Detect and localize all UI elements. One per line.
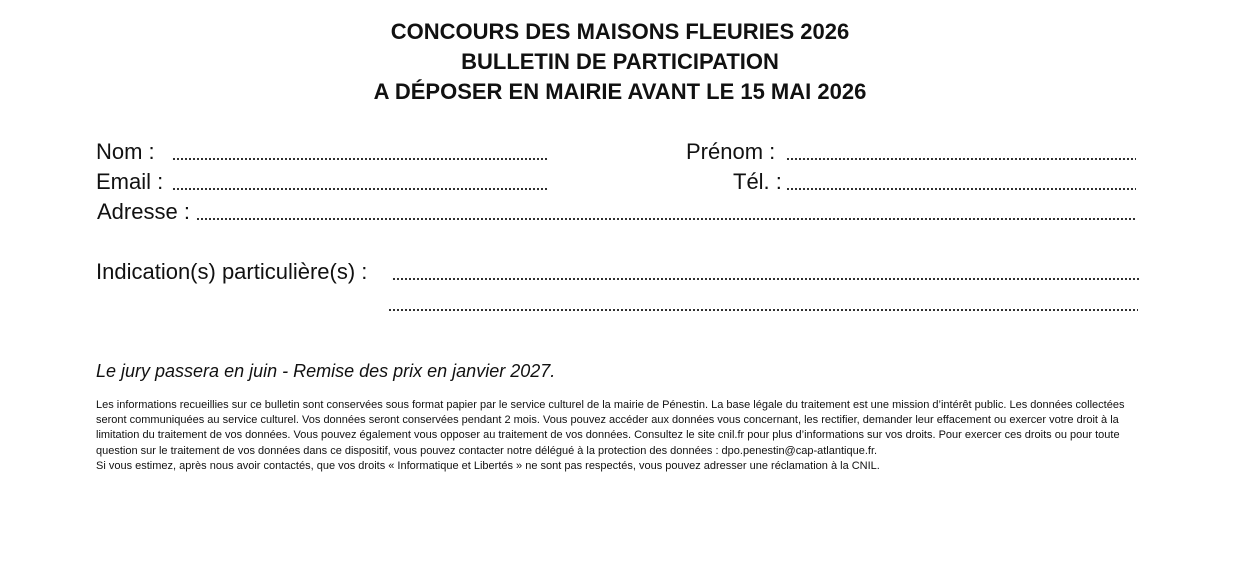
privacy-notice xyxy=(96,398,1146,474)
prenom-label: Prénom : xyxy=(686,139,776,164)
form-title xyxy=(0,17,1240,107)
indication-field-line2[interactable] xyxy=(388,308,1138,312)
adresse-field[interactable] xyxy=(196,217,1136,221)
title-line-bulletin: BULLETIN DE PARTICIPATION xyxy=(461,49,779,74)
tel-field[interactable] xyxy=(786,187,1136,191)
indication-field-line1[interactable] xyxy=(392,277,1140,281)
email-label: Email : xyxy=(96,169,164,194)
indication-label: Indication(s) particulière(s) : xyxy=(96,259,368,284)
cnil-complaint-line: Si vous estimez, après nous avoir contactés, que vos droits « Informatique et Libertés » ne sont pas respectés, vous pouvez adresser une réclamation à la CNIL. xyxy=(96,459,880,472)
jury-note: Le jury passera en juin - Remise des prix en janvier 2027. xyxy=(96,361,556,381)
nom-label: Nom : xyxy=(96,139,155,164)
title-line-contest: CONCOURS DES MAISONS FLEURIES 2026 xyxy=(390,19,850,44)
title-line-deadline: A DÉPOSER EN MAIRIE AVANT LE 15 MAI 2026 xyxy=(373,79,867,104)
privacy-paragraph: Les informations recueillies sur ce bulletin sont conservées sous format papier par le service culturel de la mairie de Pénestin. La base légale du traitement est une mission d’intérêt public. Les données collectées seront communiquées au service culturel. Vos données seront conservées pendant 2 mois. Vous pouvez accéder aux données vous concernant, les rectifier, demander leur effacement ou exercer votre droit à la limitation du traitement de vos données. Vous pouvez également vous opposer au traitement de vos données. Consultez le site cnil.fr pour plus d’informations sur vos droits. Pour exercer ces droits ou pour toute question sur le traitement de vos données dans ce dispositif, vous pouvez contacter notre délégué à la protection des données : dpo.penestin@cap-atlantique.fr. xyxy=(96,399,1125,457)
prenom-field[interactable] xyxy=(786,157,1136,161)
tel-label: Tél. : xyxy=(733,169,782,194)
adresse-label: Adresse : xyxy=(97,199,190,224)
nom-field[interactable] xyxy=(172,157,549,161)
email-field[interactable] xyxy=(172,187,549,191)
